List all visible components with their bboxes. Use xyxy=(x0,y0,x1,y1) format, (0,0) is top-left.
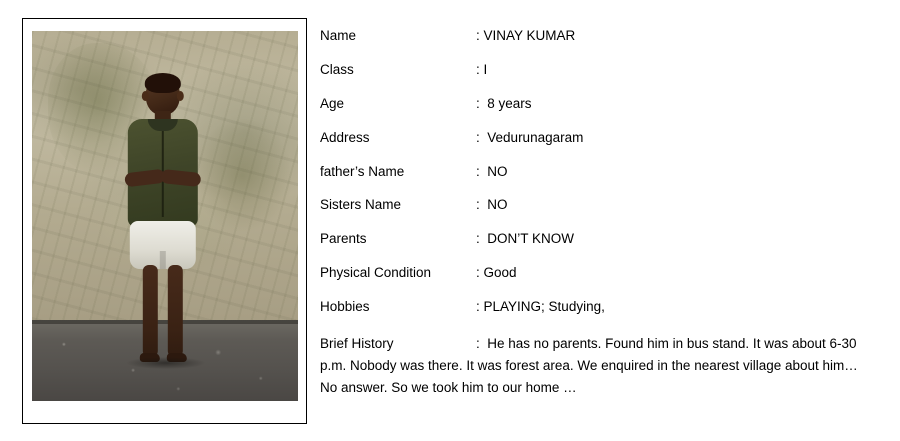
brief-history-separator: : xyxy=(476,335,480,351)
field-text: NO xyxy=(487,163,508,179)
field-text: DON’T KNOW xyxy=(487,231,575,247)
field-separator: : xyxy=(476,163,480,179)
ear-left xyxy=(142,91,149,101)
field-row-address xyxy=(320,130,878,147)
field-text: PLAYING; Studying, xyxy=(483,299,605,314)
field-row-physical-condition xyxy=(320,265,878,282)
field-text: Good xyxy=(483,265,517,281)
field-label: Hobbies xyxy=(320,299,370,314)
field-label: Sisters Name xyxy=(320,197,402,213)
brief-history-label: Brief History xyxy=(320,335,394,351)
field-separator: : xyxy=(476,61,480,77)
field-value xyxy=(476,96,878,113)
field-label: Age xyxy=(320,95,345,111)
field-value xyxy=(476,28,878,45)
brief-history-text: He has no parents. Found him in bus stand. It was about 6-30 p.m. Nobody was there. It was forest area. We enquired in the nearest village about him… No answer. So we took him to our home … xyxy=(320,335,858,395)
field-label: Parents xyxy=(320,231,367,247)
field-separator: : xyxy=(476,95,480,111)
field-label: father’s Name xyxy=(320,163,405,179)
field-separator: : xyxy=(476,197,480,213)
field-value xyxy=(476,130,878,147)
field-separator: : xyxy=(476,231,480,247)
field-value xyxy=(476,62,878,79)
field-row-age xyxy=(320,96,878,113)
photo-scene xyxy=(32,31,298,401)
field-separator: : xyxy=(476,265,480,281)
field-row-class xyxy=(320,62,878,79)
student-photo xyxy=(32,31,298,401)
field-row-name xyxy=(320,28,878,45)
field-value xyxy=(476,299,878,316)
field-text: I xyxy=(483,61,488,77)
field-separator: : xyxy=(476,299,480,314)
field-text: VINAY KUMAR xyxy=(483,28,576,43)
field-label: Physical Condition xyxy=(320,265,432,281)
boy-figure xyxy=(108,75,218,356)
field-value xyxy=(476,164,878,181)
field-text: Vedurunagaram xyxy=(487,129,584,145)
hair xyxy=(145,73,181,93)
field-row-parents xyxy=(320,231,878,248)
field-row-fathers-name xyxy=(320,164,878,181)
field-row-sisters-name xyxy=(320,197,878,214)
field-separator: : xyxy=(476,129,480,145)
leg-right xyxy=(168,265,183,357)
field-label: Address xyxy=(320,129,370,145)
field-value xyxy=(476,265,878,282)
ear-right xyxy=(177,91,184,101)
brief-history-block xyxy=(320,333,878,399)
field-separator: : xyxy=(476,28,480,43)
leg-left xyxy=(143,265,158,357)
figure-shadow xyxy=(127,357,205,369)
field-label: Class xyxy=(320,61,354,77)
field-row-hobbies xyxy=(320,299,878,316)
details-panel xyxy=(320,28,878,398)
field-text: 8 years xyxy=(487,95,532,111)
shorts xyxy=(130,221,196,269)
photo-card xyxy=(22,18,307,424)
field-value xyxy=(476,197,878,214)
field-text: NO xyxy=(487,197,508,213)
field-label: Name xyxy=(320,28,357,43)
field-value xyxy=(476,231,878,248)
